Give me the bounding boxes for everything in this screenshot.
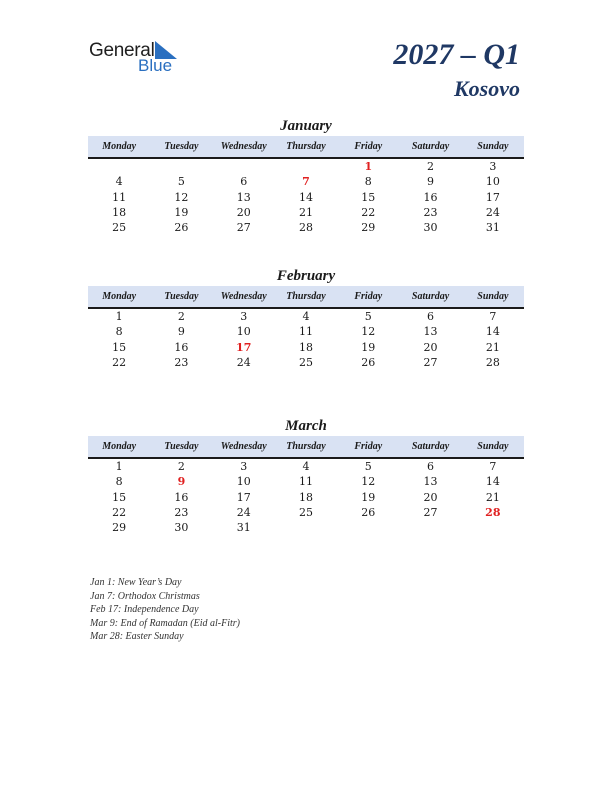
day-cell: 2 bbox=[177, 310, 185, 323]
weekday-label: Thursday bbox=[286, 291, 326, 302]
weekday-label: Monday bbox=[102, 291, 137, 302]
day-cell: 19 bbox=[174, 205, 189, 219]
day-cell: 9 bbox=[177, 475, 186, 489]
day-cell bbox=[275, 520, 337, 535]
day-cell: 11 bbox=[298, 325, 313, 339]
weekday-label: Saturday bbox=[411, 291, 450, 302]
weekday-label: Sunday bbox=[477, 141, 509, 152]
day-cell: 6 bbox=[240, 175, 248, 189]
day-cell: 21 bbox=[485, 490, 500, 504]
day-cell bbox=[337, 520, 399, 535]
day-cell: 7 bbox=[489, 460, 497, 473]
day-cell: 1 bbox=[115, 460, 123, 473]
page-title: 2027 – Q1 bbox=[393, 38, 520, 71]
logo bbox=[89, 40, 189, 76]
day-cell: 8 bbox=[115, 475, 123, 489]
weekday-label: Friday bbox=[354, 141, 383, 152]
day-cell: 6 bbox=[427, 460, 435, 473]
day-cell: 20 bbox=[423, 490, 438, 504]
day-cell: 10 bbox=[236, 325, 251, 339]
day-cell: 4 bbox=[115, 175, 123, 189]
weekday-label: Monday bbox=[102, 141, 137, 152]
day-cell: 6 bbox=[427, 310, 435, 323]
day-cell: 24 bbox=[485, 205, 500, 219]
day-cell bbox=[275, 159, 337, 174]
day-cell: 22 bbox=[112, 355, 127, 369]
day-cell: 28 bbox=[485, 505, 501, 519]
day-cell: 12 bbox=[174, 190, 189, 204]
week-row bbox=[88, 520, 524, 535]
day-cell: 21 bbox=[485, 340, 500, 354]
day-cell: 18 bbox=[298, 340, 313, 354]
month-grid bbox=[88, 459, 524, 535]
day-cell: 3 bbox=[489, 160, 497, 173]
month-grid bbox=[88, 159, 524, 235]
day-cell: 10 bbox=[236, 475, 251, 489]
day-cell: 16 bbox=[174, 490, 189, 504]
weekday-label: Saturday bbox=[411, 141, 450, 152]
weekday-label: Wednesday bbox=[220, 441, 267, 452]
weekday-header bbox=[88, 436, 524, 459]
weekday-label: Tuesday bbox=[164, 141, 199, 152]
day-cell: 4 bbox=[302, 310, 310, 323]
day-cell: 2 bbox=[427, 160, 435, 173]
day-cell: 5 bbox=[177, 175, 185, 189]
holiday-note: Jan 7: Orthodox Christmas bbox=[90, 590, 200, 602]
month-title: February bbox=[276, 268, 336, 284]
day-cell: 23 bbox=[174, 505, 189, 519]
day-cell: 15 bbox=[361, 190, 376, 204]
page-subtitle: Kosovo bbox=[454, 76, 520, 101]
day-cell: 1 bbox=[115, 310, 123, 323]
day-cell: 27 bbox=[423, 505, 438, 519]
day-cell: 11 bbox=[112, 190, 127, 204]
week-row bbox=[88, 505, 524, 520]
day-cell: 19 bbox=[361, 340, 376, 354]
week-row bbox=[88, 309, 524, 324]
day-cell: 14 bbox=[298, 190, 313, 204]
day-cell: 31 bbox=[236, 521, 251, 535]
day-cell: 24 bbox=[236, 505, 251, 519]
day-cell bbox=[88, 159, 150, 174]
week-row bbox=[88, 474, 524, 489]
week-row bbox=[88, 490, 524, 505]
day-cell: 20 bbox=[236, 205, 251, 219]
day-cell: 17 bbox=[485, 190, 500, 204]
week-row bbox=[88, 159, 524, 174]
day-cell: 3 bbox=[240, 310, 248, 323]
day-cell: 3 bbox=[240, 460, 248, 473]
day-cell: 9 bbox=[427, 175, 435, 189]
day-cell: 19 bbox=[361, 490, 376, 504]
day-cell: 8 bbox=[115, 325, 123, 339]
day-cell: 28 bbox=[298, 221, 313, 235]
day-cell: 8 bbox=[364, 175, 372, 189]
day-cell: 25 bbox=[298, 505, 313, 519]
weekday-label: Wednesday bbox=[220, 141, 267, 152]
holiday-notes bbox=[90, 576, 240, 644]
weekday-label: Tuesday bbox=[164, 441, 199, 452]
day-cell: 5 bbox=[364, 460, 372, 473]
week-row bbox=[88, 324, 524, 339]
day-cell: 13 bbox=[423, 475, 438, 489]
week-row bbox=[88, 355, 524, 370]
day-cell: 17 bbox=[236, 340, 252, 354]
week-row bbox=[88, 174, 524, 189]
day-cell: 26 bbox=[174, 221, 189, 235]
weekday-label: Saturday bbox=[411, 441, 450, 452]
holiday-note: Feb 17: Independence Day bbox=[90, 604, 199, 616]
day-cell: 7 bbox=[302, 175, 310, 189]
day-cell: 18 bbox=[298, 490, 313, 504]
day-cell: 30 bbox=[174, 521, 189, 535]
day-cell: 31 bbox=[485, 221, 500, 235]
day-cell: 23 bbox=[174, 355, 189, 369]
day-cell: 17 bbox=[236, 490, 251, 504]
holiday-note: Jan 1: New Year’s Day bbox=[90, 577, 182, 588]
day-cell: 21 bbox=[298, 205, 313, 219]
logo-word-blue: Blue bbox=[138, 56, 173, 75]
week-row bbox=[88, 459, 524, 474]
day-cell bbox=[399, 520, 461, 535]
day-cell: 27 bbox=[236, 221, 251, 235]
day-cell: 11 bbox=[298, 475, 313, 489]
month-title: January bbox=[280, 118, 332, 134]
day-cell: 1 bbox=[364, 160, 373, 173]
day-cell bbox=[213, 159, 275, 174]
month-grid bbox=[88, 309, 524, 370]
day-cell: 9 bbox=[177, 325, 185, 339]
day-cell: 16 bbox=[174, 340, 189, 354]
holiday-note: Mar 9: End of Ramadan (Eid al-Fitr) bbox=[90, 617, 240, 629]
logo-word-general: General bbox=[89, 40, 155, 61]
day-cell: 26 bbox=[361, 355, 376, 369]
day-cell: 4 bbox=[302, 460, 310, 473]
day-cell: 7 bbox=[489, 310, 497, 323]
day-cell: 22 bbox=[361, 205, 376, 219]
day-cell: 27 bbox=[423, 355, 438, 369]
weekday-label: Monday bbox=[102, 441, 137, 452]
day-cell: 22 bbox=[112, 505, 127, 519]
weekday-label: Thursday bbox=[286, 441, 326, 452]
weekday-label: Thursday bbox=[286, 141, 326, 152]
day-cell: 15 bbox=[112, 340, 127, 354]
month-title: March bbox=[285, 418, 327, 434]
day-cell: 13 bbox=[236, 190, 251, 204]
day-cell: 14 bbox=[485, 475, 500, 489]
day-cell: 25 bbox=[298, 355, 313, 369]
day-cell: 28 bbox=[485, 355, 500, 369]
day-cell: 14 bbox=[485, 325, 500, 339]
weekday-header bbox=[88, 136, 524, 159]
week-row bbox=[88, 340, 524, 355]
weekday-label: Friday bbox=[354, 291, 383, 302]
day-cell: 26 bbox=[361, 505, 376, 519]
holiday-note: Mar 28: Easter Sunday bbox=[90, 631, 184, 643]
month-march bbox=[88, 416, 524, 535]
day-cell: 23 bbox=[423, 205, 438, 219]
day-cell: 10 bbox=[485, 175, 500, 189]
day-cell: 16 bbox=[423, 190, 438, 204]
day-cell: 25 bbox=[112, 221, 127, 235]
weekday-label: Sunday bbox=[477, 441, 509, 452]
day-cell: 24 bbox=[236, 355, 251, 369]
week-row bbox=[88, 220, 524, 235]
day-cell: 12 bbox=[361, 475, 376, 489]
day-cell: 5 bbox=[364, 310, 372, 323]
week-row bbox=[88, 205, 524, 220]
day-cell: 18 bbox=[112, 205, 127, 219]
day-cell: 29 bbox=[112, 521, 127, 535]
day-cell: 29 bbox=[361, 221, 376, 235]
month-february bbox=[88, 266, 524, 370]
weekday-label: Wednesday bbox=[220, 291, 267, 302]
day-cell: 13 bbox=[423, 325, 438, 339]
day-cell bbox=[150, 159, 212, 174]
day-cell: 20 bbox=[423, 340, 438, 354]
month-january bbox=[88, 116, 524, 235]
week-row bbox=[88, 190, 524, 205]
day-cell: 12 bbox=[361, 325, 376, 339]
weekday-label: Tuesday bbox=[164, 291, 199, 302]
weekday-label: Sunday bbox=[477, 291, 509, 302]
day-cell: 2 bbox=[177, 460, 185, 473]
weekday-label: Friday bbox=[354, 441, 383, 452]
day-cell: 30 bbox=[423, 221, 438, 235]
day-cell: 15 bbox=[112, 490, 127, 504]
day-cell bbox=[462, 520, 524, 535]
weekday-header bbox=[88, 286, 524, 309]
